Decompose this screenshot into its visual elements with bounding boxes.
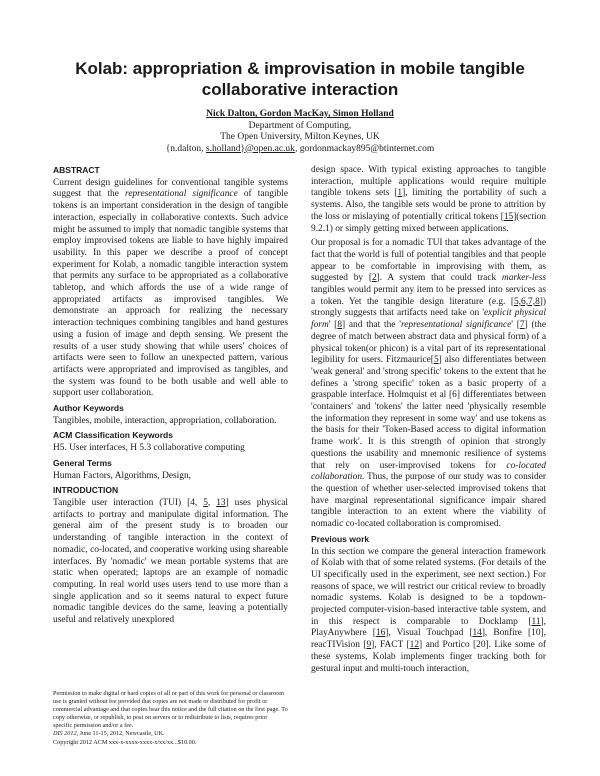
proposal-paragraph bbox=[311, 238, 546, 531]
citation-link[interactable]: 9 bbox=[366, 640, 372, 651]
text: design space. With typical existing approaches to tangible interaction, multiple applications would require multiple tangible tokens sets [ bbox=[311, 165, 546, 199]
abstract-text-b: of tangible tokens is an important consideration in the design of tangible interaction, especially in collaborative contexts. Such advice might be assumed to imply that nomadic tangible systems that employ improvised tokens are liable to have highly impaired usability. In this paper we describe a proof of concept experiment for Kolab, a nomadic tangible interaction system that permits any surface to be appropriated as a collaborative tabletop, and which affords the use of a wide range of appropriated artifacts as improvised tangibles. We demonstrate an approach for realizing the necessary interaction techniques combining tangibles and hand gestures using a fusion of image and depth sensing. We present the results of a user study showing that while users' choices of artifacts were seen to follow an unexpected pattern, various artifacts were appropriated and improvised as tangibles, and the system was found to be both usable and well able to support user collaboration. bbox=[53, 189, 288, 399]
venue-details: , June 11-15, 2012, Newcastle, UK. bbox=[76, 730, 165, 738]
text: ' [ bbox=[328, 320, 338, 331]
affiliation-university: The Open University, Milton Keynes, UK bbox=[220, 132, 380, 142]
keywords-text: Tangibles, mobile, interaction, appropriation, collaboration. bbox=[53, 415, 277, 426]
previous-work-heading: Previous work bbox=[311, 533, 370, 544]
text: In this section we compare the general interaction framework of Kolab with that of some related systems. (For details of the UI specifically used in the experiment, see next section.) For reasons of space, we will restrict our critical review to broadly nomadic systems. Kolab is designed to be a topdown-projected computer-vision-based interactive table system, and in this respect is comparable to Docklamp [ bbox=[311, 546, 546, 627]
citation-link[interactable]: 7 bbox=[519, 320, 525, 331]
keywords-heading: Author Keywords bbox=[53, 403, 124, 414]
text: ], Visual Touchpad [ bbox=[385, 628, 473, 639]
citation-link[interactable]: 8 bbox=[337, 320, 342, 331]
citation-link[interactable]: 1 bbox=[397, 188, 403, 199]
citation-link[interactable]: 12 bbox=[409, 640, 420, 651]
affiliation-department: Department of Computing, bbox=[248, 120, 352, 131]
email-link[interactable]: s.holland}@open.ac.uk bbox=[205, 143, 295, 154]
introduction-text bbox=[53, 498, 288, 627]
citation-link[interactable]: 16 bbox=[375, 628, 386, 639]
general-terms-text: Human Factors, Algorithms, Design, bbox=[53, 470, 192, 481]
intro-text-1: Tangible user interaction (TUI) [4, bbox=[53, 497, 204, 508]
citation-link[interactable]: 14 bbox=[472, 628, 482, 639]
general-terms-heading: General Terms bbox=[53, 457, 112, 468]
venue-line bbox=[53, 730, 288, 738]
copyright-line: Copyright 2012 ACM xxx-x-xxxx-xxxx-x/xx/xx...$10.00. bbox=[53, 738, 197, 746]
author-emails bbox=[60, 144, 540, 156]
text: ] and Portico [20]. Like some of these systems, Kolab implements finger tracking both for gestural input and multi-touch interaction, bbox=[311, 640, 547, 674]
intro-text-2: , bbox=[207, 497, 217, 508]
text: ] also differentiates between 'weak general' and 'strong specific' tokens to the extent that he defines a 'strong specific' token as a basic property of a graspable interface. Holmquist et al [6] differentiates between 'containers' and 'tokens' the latter need 'physically resemble the information they represent in some way' and use tokens as the basis for their 'Token-Based access to digital information frame work'. It is this strength of opinion that strongly questions the usability and mnemonic resilience of systems that rely on user-improvised tokens for bbox=[311, 355, 546, 471]
email-prefix: {n.dalton, bbox=[165, 143, 206, 154]
venue-name: DIS 2012 bbox=[53, 730, 77, 738]
email-suffix: , gordonmackay895@btinternet.com bbox=[294, 143, 435, 154]
design-space-paragraph bbox=[311, 165, 546, 235]
emphasis: explicit physical form bbox=[311, 308, 546, 331]
abstract-text bbox=[53, 178, 288, 400]
emphasis: representational significance bbox=[400, 320, 512, 331]
text: ] (the degree of match between abstract data and physical form) of a physical token(or phicon) is a vital part of its representational legibility for users. Fitzmaurice[ bbox=[311, 320, 547, 366]
text: Our proposal is for a nomadic TUI that takes advantage of the fact that the world is full of potential tangibles and that people appear to be comfortable in improvising with them, as suggested by [ bbox=[311, 238, 546, 284]
abstract-text-a: Current design guidelines for conventional tangible systems suggest that the bbox=[53, 177, 288, 200]
intro-text-3: ] uses physical artifacts to portray and manipulate digital information. The general aim of the present study is to broaden our understanding of tangible interaction in the context of nomadic, co-located, and cooperative working using shareable interfaces. By 'nomadic' we mean portable systems that are static when operated; laptops are an example of nomadic computing. In real world uses users tend to use more than a single application and so it seems natural to expect future nomadic tangible devices do the same, leaving a potentially useful and relatively unexplored bbox=[53, 497, 289, 626]
text: ], Bonfire [10], reacTIVision [ bbox=[311, 628, 546, 651]
paper-title: Kolab: appropriation & improvisation in mobile tangible collaborative interaction bbox=[75, 59, 525, 99]
permission-notice: Permission to make digital or hard copies of all or part of this work for personal or classroom use is granted without fee provided that copies are not made or distributed for profit or commercial advantage and that copies bear this notice and the full citation on the first page. To copy otherwise, or republish, to post on servers or to redistribute to lists, requires prior specific permission and/or a fee. bbox=[53, 690, 288, 730]
text: . Thus, the purpose of our study was to consider the question of whether user-selected improvised tokens that have marginal representational significance impair shared tangible interaction to an extent where the viability of nomadic co-located collaboration is compromised. bbox=[311, 472, 546, 530]
emphasis: marker-less bbox=[501, 273, 546, 284]
previous-work-paragraph bbox=[311, 547, 546, 676]
abstract-heading: ABSTRACT bbox=[53, 165, 100, 175]
text: ], limiting the portability of such a systems. Also, the tangible sets would be prone to attrition by the loss or mislaying of potentially critical tokens [ bbox=[311, 188, 546, 222]
citation-link[interactable]: 5,6,7,8 bbox=[513, 296, 540, 307]
acm-heading: ACM Classification Keywords bbox=[53, 430, 173, 441]
citation-link[interactable]: 15 bbox=[503, 211, 514, 222]
copyright-footnote bbox=[53, 690, 288, 747]
text: ], PlayAnywhere [ bbox=[311, 616, 546, 639]
text: ' [ bbox=[511, 320, 520, 331]
right-column bbox=[311, 165, 546, 678]
author-names[interactable]: Nick Dalton, Gordon MacKay, Simon Holland bbox=[206, 109, 394, 119]
citation-link[interactable]: 5 bbox=[433, 355, 439, 366]
citation-link[interactable]: 11 bbox=[531, 616, 541, 627]
introduction-heading: INTRODUCTION bbox=[53, 485, 119, 496]
author-block bbox=[60, 109, 540, 155]
text: ]. A system that could track bbox=[376, 273, 502, 284]
emphasis: co-located collaboration bbox=[311, 460, 546, 483]
citation-link[interactable]: 2 bbox=[371, 273, 377, 284]
abstract-emphasis: representational significance bbox=[125, 189, 238, 200]
left-column bbox=[53, 165, 288, 630]
text: ]) strongly suggests that artifacts need take on ' bbox=[311, 296, 546, 319]
text: ], FACT [ bbox=[371, 640, 410, 651]
text: ](section 9.2.1) or simply getting mixed between applications. bbox=[311, 211, 546, 234]
text: tangibles would permit any item to be pressed into services as a token. Yet the tangible design literature (e.g. [ bbox=[311, 285, 546, 307]
text: ] and that the ' bbox=[342, 320, 401, 331]
citation-link[interactable]: 13 bbox=[216, 497, 226, 508]
citation-link[interactable]: 5 bbox=[203, 497, 208, 508]
acm-text: H5. User interfaces, H 5.3 collaborative computing bbox=[53, 443, 245, 454]
